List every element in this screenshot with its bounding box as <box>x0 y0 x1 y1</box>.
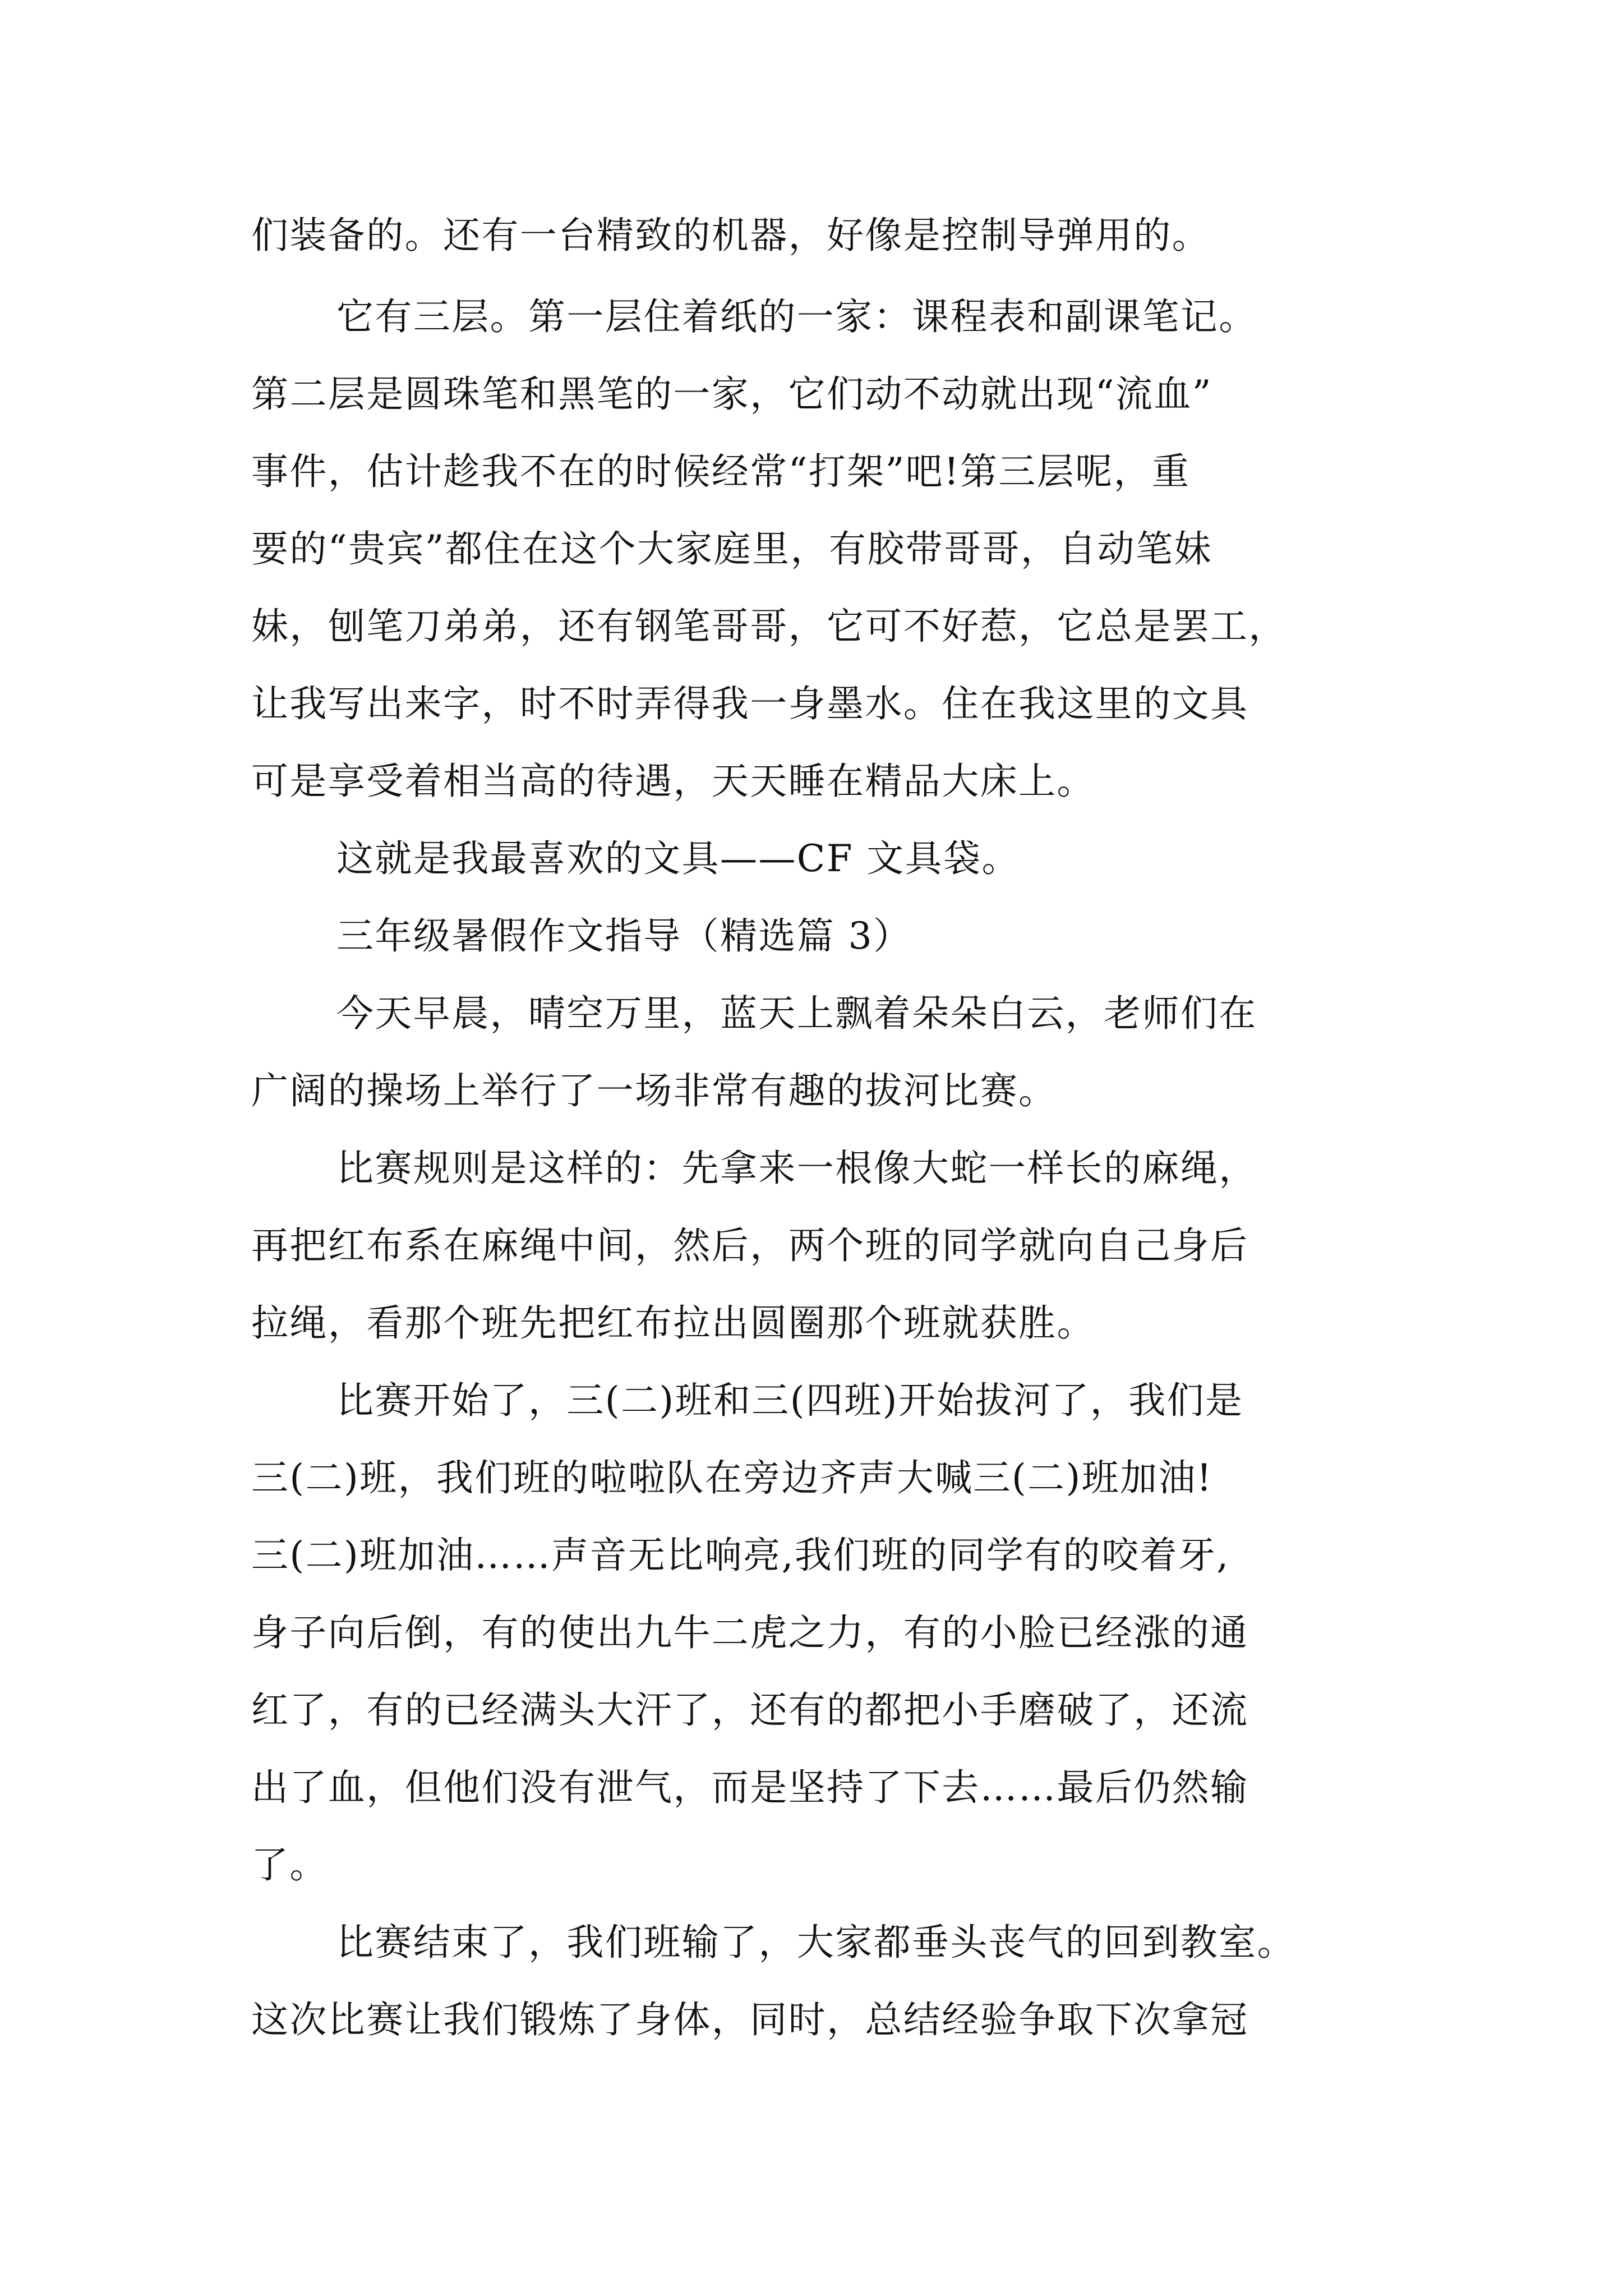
text-line-16: 比赛开始了，三(二)班和三(四班)开始拔河了，我们是 <box>336 1379 1244 1422</box>
text-line-7: 让我写出来字，时不时弄得我一身墨水。住在我这里的文具 <box>251 682 1249 725</box>
text-line-4: 事件，估计趁我不在的时候经常“打架”吧!第三层呢，重 <box>251 450 1191 493</box>
text-line-2: 它有三层。第一层住着纸的一家：课程表和副课笔记。 <box>336 295 1257 338</box>
text-line-18: 三(二)班加油……声音无比响亮,我们班的同学有的咬着牙, <box>251 1534 1230 1577</box>
text-line-5: 要的“贵宾”都住在这个大家庭里，有胶带哥哥，自动笔妹 <box>251 527 1212 570</box>
text-line-1: 们装备的。还有一台精致的机器，好像是控制导弹用的。 <box>251 214 1210 257</box>
text-line-3: 第二层是圆珠笔和黑笔的一家，它们动不动就出现“流血” <box>251 372 1212 416</box>
text-line-6: 妹，刨笔刀弟弟，还有钢笔哥哥，它可不好惹，它总是罢工， <box>251 605 1287 648</box>
text-line-20: 红了，有的已经满头大汗了，还有的都把小手磨破了，还流 <box>251 1688 1249 1732</box>
text-line-13: 比赛规则是这样的：先拿来一根像大蛇一样长的麻绳， <box>336 1147 1257 1190</box>
text-line-8: 可是享受着相当高的待遇，天天睡在精品大床上。 <box>251 760 1095 803</box>
text-line-12: 广阔的操场上举行了一场非常有趣的拔河比赛。 <box>251 1069 1057 1112</box>
text-line-9: 这就是我最喜欢的文具——CF 文具袋。 <box>336 837 1020 880</box>
text-line-22: 了。 <box>251 1843 328 1887</box>
section-heading: 三年级暑假作文指导（精选篇 3） <box>336 914 912 958</box>
text-line-14: 再把红布系在麻绳中间，然后，两个班的同学就向自己身后 <box>251 1224 1249 1267</box>
text-line-17: 三(二)班，我们班的啦啦队在旁边齐声大喊三(二)班加油! <box>251 1456 1213 1499</box>
text-line-23: 比赛结束了，我们班输了，大家都垂头丧气的回到教室。 <box>336 1921 1295 1964</box>
text-line-24: 这次比赛让我们锻炼了身体，同时，总结经验争取下次拿冠 <box>251 1998 1249 2041</box>
text-line-19: 身子向后倒，有的使出九牛二虎之力，有的小脸已经涨的通 <box>251 1611 1249 1654</box>
text-line-11: 今天早晨，晴空万里，蓝天上飘着朵朵白云，老师们在 <box>336 992 1257 1035</box>
text-line-21: 出了血，但他们没有泄气，而是坚持了下去……最后仍然输 <box>251 1766 1249 1809</box>
text-line-15: 拉绳，看那个班先把红布拉出圆圈那个班就获胜。 <box>251 1301 1095 1345</box>
